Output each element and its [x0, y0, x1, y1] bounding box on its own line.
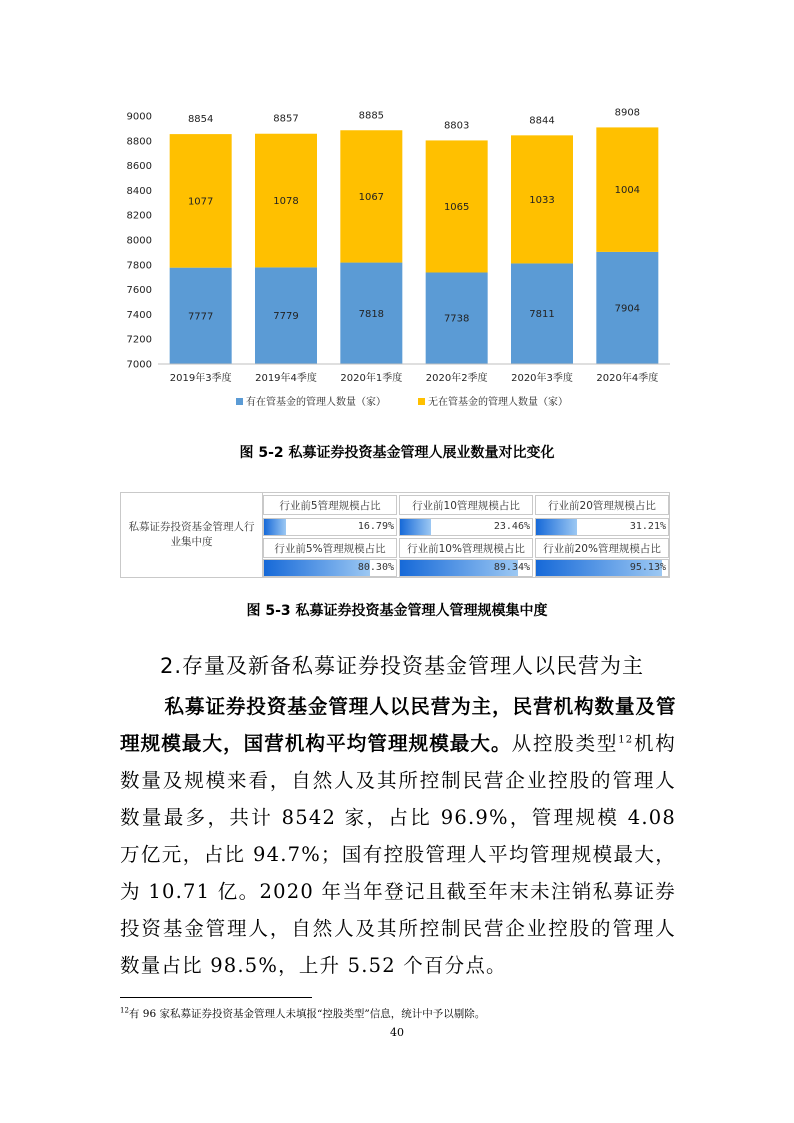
- bar-data-label: 7777: [187, 311, 214, 323]
- value-text: 31.21%: [629, 521, 666, 532]
- y-tick-label: 7400: [126, 309, 152, 321]
- header-top-20: 行业前20管理规模占比: [535, 495, 669, 515]
- footnote-number: 12: [120, 1006, 129, 1015]
- y-tick-label: 8000: [126, 235, 152, 247]
- value-text: 23.46%: [493, 521, 530, 532]
- y-tick-label: 7800: [126, 260, 152, 272]
- y-tick-label: 8400: [126, 185, 152, 197]
- bar-total-label: 8857: [273, 113, 299, 125]
- stacked-bar-chart: [0, 0, 794, 430]
- bar-total-label: 8908: [614, 107, 641, 119]
- value-top-10-percent: [399, 559, 533, 577]
- value-top-5: [263, 518, 397, 536]
- value-top-5-percent: [263, 559, 397, 577]
- footnote-text: 有 96 家私募证券投资基金管理人未填报“控股类型”信息，统计中予以剔除。: [128, 1008, 486, 1020]
- bar-data-label: 1077: [187, 196, 214, 208]
- header-top-10-percent: 行业前10%管理规模占比: [399, 538, 533, 558]
- header-top-5: 行业前5管理规模占比: [263, 495, 397, 515]
- value-text: 80.30%: [357, 562, 394, 573]
- bar-total-label: 8885: [358, 110, 385, 122]
- footnote-divider: [120, 997, 312, 998]
- bar-data-label: 7818: [358, 308, 385, 320]
- bold-lead-sentence: 私募证券投资基金管理人以民营为主，民营机构数量及管理规模最大，国营机构平均管理规模最大。: [120, 695, 676, 755]
- y-tick-label: 7000: [126, 359, 152, 371]
- legend-label: 无在管基金的管理人数量（家）: [428, 397, 568, 408]
- bar-total-label: 8854: [187, 114, 214, 126]
- bar-fill: [536, 519, 577, 535]
- body-text-part-2: 机构数量及规模来看，自然人及其所控制民营企业控股的管理人数量最多，共计 8542 家，占比 96.9%，管理规模 4.08 万亿元，占比 94.7%；国有控股管理人平均管理规模最大，为 10.71 亿。2020 年当年登记且截至年末未注销私募证券投资基金管理人，自然人及其所控制民营企业控股的管理人数量占比 98.5%，上升 5.52 个百分点。: [120, 732, 676, 977]
- x-tick-label: 2020年3季度: [511, 373, 573, 384]
- body-paragraph: [120, 688, 676, 984]
- page-number: 40: [390, 1026, 404, 1039]
- bar-data-label: 7738: [443, 313, 470, 325]
- y-tick-label: 7600: [126, 285, 152, 297]
- figure-5-3-caption: 图 5-3 私募证券投资基金管理人管理规模集中度: [246, 603, 548, 619]
- value-top-20-percent: [535, 559, 669, 577]
- bar-data-label: 7811: [529, 309, 555, 321]
- y-tick-label: 9000: [126, 111, 152, 123]
- legend-swatch: [418, 398, 425, 405]
- figure-5-2-caption: 图 5-2 私募证券投资基金管理人展业数量对比变化: [239, 445, 555, 461]
- value-text: 16.79%: [357, 521, 394, 532]
- body-text-part-1: 从控股类型: [511, 732, 619, 755]
- value-text: 95.13%: [629, 562, 666, 573]
- x-tick-label: 2020年2季度: [425, 373, 488, 384]
- x-axis: [158, 364, 670, 384]
- value-text: 89.34%: [493, 562, 530, 573]
- legend-swatch: [236, 398, 243, 405]
- section-heading: 2.存量及新备私募证券投资基金管理人以民营为主: [160, 654, 645, 678]
- y-tick-label: 8800: [126, 136, 152, 148]
- x-tick-label: 2019年3季度: [169, 373, 232, 384]
- header-top-10: 行业前10管理规模占比: [399, 495, 533, 515]
- bar-data-label: 7904: [614, 303, 641, 315]
- footnote-reference: 12: [618, 734, 634, 746]
- bar-total-label: 8844: [529, 115, 555, 127]
- y-tick-label: 8200: [126, 210, 152, 222]
- legend-label: 有在管基金的管理人数量（家）: [246, 397, 386, 408]
- bar-data-label: 1065: [443, 201, 470, 213]
- header-top-5-percent: 行业前5%管理规模占比: [263, 538, 397, 558]
- value-top-20: [535, 518, 669, 536]
- x-tick-label: 2019年4季度: [255, 373, 317, 384]
- y-tick-label: 7200: [126, 334, 152, 346]
- header-top-20-percent: 行业前20%管理规模占比: [535, 538, 669, 558]
- x-tick-label: 2020年1季度: [340, 373, 403, 384]
- bar-data-label: 1004: [614, 185, 641, 197]
- value-top-10: [399, 518, 533, 536]
- concentration-table: [120, 492, 670, 578]
- bar-fill: [400, 519, 431, 535]
- bar-total-label: 8803: [443, 120, 470, 132]
- footnote: [120, 1006, 485, 1021]
- bar-data-label: 1033: [529, 194, 555, 206]
- chart-legend: [236, 395, 568, 408]
- y-axis: [127, 112, 152, 371]
- bar-data-label: 1067: [358, 191, 385, 203]
- bar-data-label: 1078: [273, 196, 299, 208]
- bar-fill: [264, 519, 286, 535]
- x-tick-label: 2020年4季度: [596, 373, 659, 384]
- y-tick-label: 8600: [126, 161, 152, 173]
- bars: [170, 107, 659, 364]
- table-row-label: 私募证券投资基金管理人行业集中度: [121, 493, 263, 577]
- bar-data-label: 7779: [273, 311, 299, 323]
- bar-fill: [264, 560, 370, 576]
